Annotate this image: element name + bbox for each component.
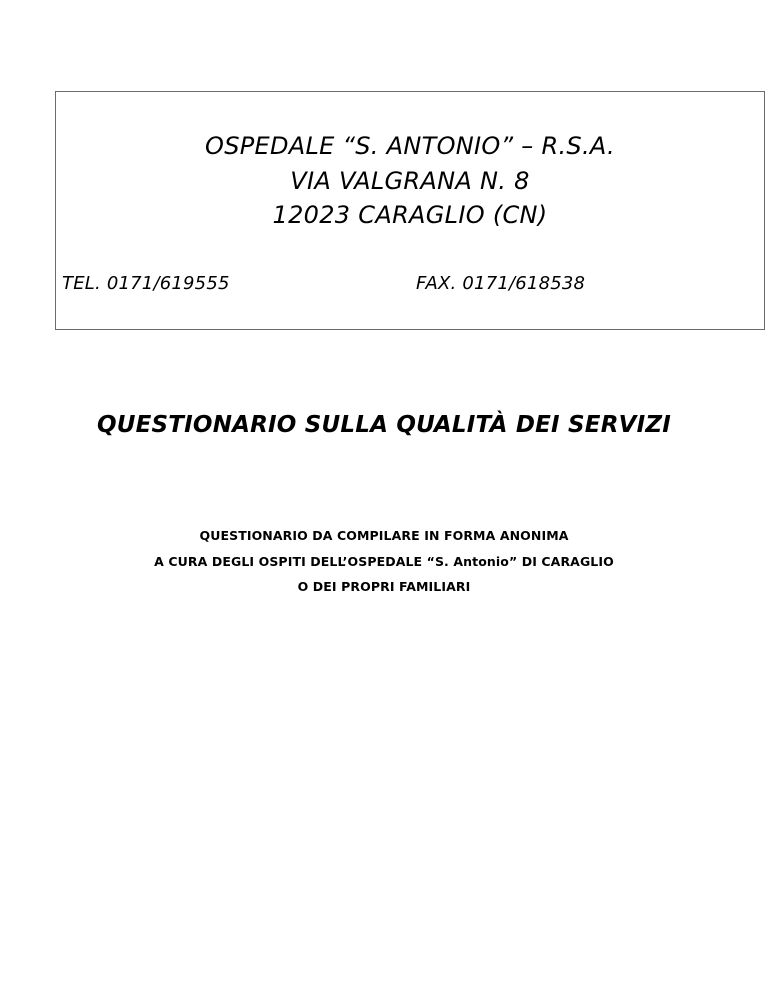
hospital-name: OSPEDALE “S. ANTONIO” – R.S.A. [205, 132, 615, 160]
document-title: QUESTIONARIO SULLA QUALITÀ DEI SERVIZI [96, 412, 671, 438]
subtitle-line-3: O DEI PROPRI FAMILIARI [297, 579, 471, 594]
fax-number: FAX. 0171/618538 [416, 273, 586, 294]
hospital-header-box [55, 91, 765, 330]
hospital-city-address: 12023 CARAGLIO (CN) [272, 201, 548, 229]
subtitle-line-2: A CURA DEGLI OSPITI DELL’OSPEDALE “S. Antonio” DI CARAGLIO [154, 554, 614, 569]
hospital-street-address: VIA VALGRANA N. 8 [290, 167, 530, 195]
subtitle-line-1: QUESTIONARIO DA COMPILARE IN FORMA ANONIMA [199, 528, 569, 543]
telephone-number: TEL. 0171/619555 [62, 273, 230, 294]
